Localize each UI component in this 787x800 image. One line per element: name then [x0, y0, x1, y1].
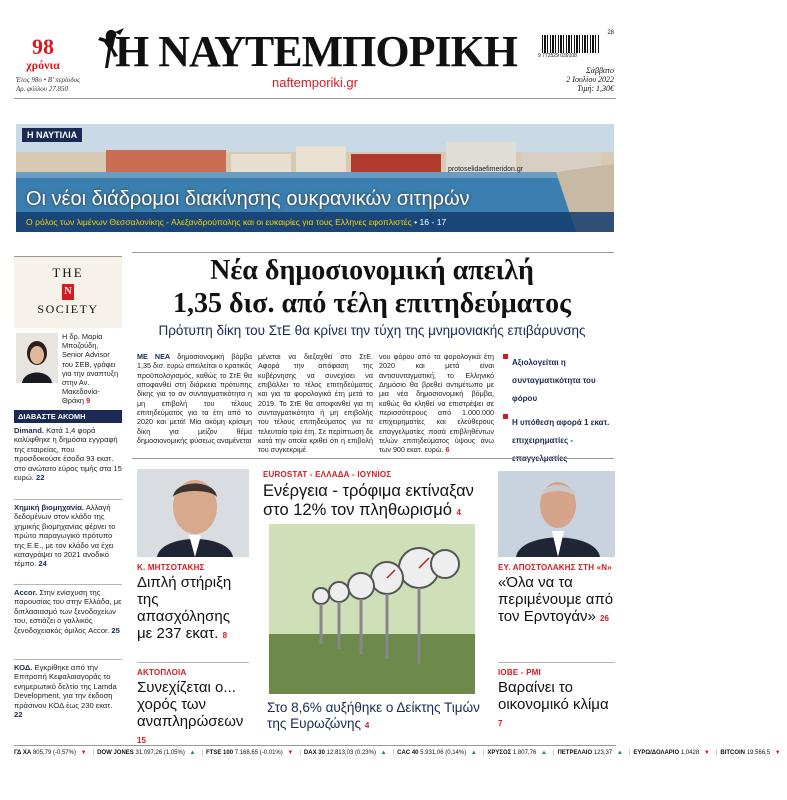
arrow-up-icon: ▲ [539, 750, 547, 756]
society-n-logo-icon: N [62, 284, 74, 300]
divider [498, 662, 615, 663]
mitsotakis-kicker: Κ. ΜΗΤΣΟΤΑΚΗΣ [137, 563, 205, 572]
brief-dimand[interactable] [14, 426, 122, 482]
bullet-text: Αξιολογείται η συνταγματικότητα του φόρου [512, 358, 596, 403]
ticker-separator: | [482, 750, 485, 756]
society-word: SOCIETY [37, 302, 99, 316]
ticker-item [557, 750, 625, 756]
masthead-divider [14, 98, 616, 99]
divider [14, 584, 122, 585]
issue-line-2: Αρ. φύλλου 27.850 [16, 85, 68, 93]
iobe-headline: Βαραίνει το οικονομικό κλίμα [498, 679, 609, 713]
price: Τιμή: 1,30€ [577, 84, 614, 93]
society-text-body: Η δρ. Μαρία Μποζούδη, Senior Advisor του ΣΕΒ, γράφει για την αναπτυξη στην Αν. Μακεδονία-Θράκη [62, 332, 119, 406]
arrow-up-icon: ▲ [469, 750, 477, 756]
inflation-story[interactable] [263, 482, 491, 522]
mitsotakis-story[interactable] [137, 574, 249, 644]
brief-text: Εγκρίθηκε από την Επιτροπή Κεφαλαιαγοράς το ενημερωτικό δελτίο της Lamda Development, για την έκδοση πράσινου ΚΟΔ έως 230 εκατ. [14, 663, 117, 710]
ticker-separator: | [201, 750, 204, 756]
nautilia-logo: Η ΝΑΥΤΙΛΙΑ [22, 128, 82, 142]
age-word: χρόνια [26, 58, 60, 72]
newspaper-title: Η ΝΑΥΤΕΜΠΟΡΙΚΗ [114, 27, 518, 76]
lead-headline-line1[interactable]: Νέα δημοσιονομική απειλή [210, 255, 534, 286]
ticker-item [487, 750, 550, 756]
lead-column-2: μένεται να διεξαχθεί στο ΣτΕ. Αφορά την απόφαση της κυβέρνησης να συνεχίσει να επιβάλλει το τέλος επιτηδεύματος και για τα φορολογικά έτη μετά το 2019. Το ΣτΕ θα αποφανθεί για τη συνταγματικότητα ή μη επιβολής του τέλους επιτηδεύματος για τα τελευταία τρία έτη. Σε περίπτωση δε κατά την οποία κριθεί ότι η επιβολή του συγκεκριμέ [258, 352, 373, 455]
ticker-name: ΓΔ ΧΑ [14, 750, 33, 756]
iobe-story[interactable] [498, 679, 615, 732]
arrow-down-icon: ▼ [78, 750, 87, 756]
apostolakis-photo [498, 471, 615, 557]
ticker-separator: | [552, 750, 555, 756]
apostolakis-story[interactable] [498, 574, 615, 627]
divider [137, 662, 249, 663]
brief-page: 22 [14, 710, 23, 720]
brief-page: 24 [38, 559, 47, 569]
brief-page: 22 [36, 473, 45, 483]
barcode [538, 30, 614, 60]
ticker-name: BITCOIN [720, 750, 747, 756]
mitsotakis-page: 8 [222, 631, 228, 640]
brief-text: Αλλαγή δεδομένων στον κλάδο της χημικής βιομηχανίας φέρνει το πρώτο παραγωγικό πρότυπο της Ε.Ε., με τον κλάδο να έχει καταγράψει το 2021 ανοδικό τέμπο. [14, 503, 116, 569]
brief-accor[interactable] [14, 588, 122, 635]
ticker-separator: | [299, 750, 301, 756]
arrow-up-icon: ▲ [615, 750, 623, 756]
ticker-separator: | [628, 750, 631, 756]
market-ticker [14, 745, 781, 759]
lead-bullet [503, 352, 615, 406]
apostolakis-kicker: ΕΥ. ΑΠΟΣΤΟΛΑΚΗΣ ΣΤΗ «Ν» [498, 563, 612, 572]
society-the: THE [52, 265, 84, 280]
iobe-kicker: ΙΟΒΕ - PMI [498, 668, 541, 677]
ticker-item [97, 750, 198, 756]
ticker-item [304, 750, 390, 756]
ticker-item [633, 750, 712, 756]
lead-divider [132, 252, 614, 253]
inflation-caption-page: 4 [364, 721, 370, 730]
aktoploia-kicker: ΑΚΤΟΠΛΟΙΑ [137, 668, 187, 677]
divider [14, 499, 122, 500]
watermark: protoselidaefimeridon.gr [448, 166, 524, 173]
inflation-headline: Ενέργεια - τρόφιμα εκτίναξαν στο 12% τον πληθωρισμό [263, 482, 474, 519]
ticker-name: ΠΕΤΡΕΛΑΙΟ [557, 750, 594, 756]
issue-date: 2 Ιουλίου 2022 [566, 75, 614, 84]
ticker-name: FTSE 100 [206, 750, 235, 756]
ticker-value: 19.566,5 [746, 750, 771, 756]
lead-subhead: Πρότυπη δίκη του ΣτΕ θα κρίνει την τύχη της μνημονιακής επιβάρυνσης [158, 323, 586, 338]
lead-page: 6 [445, 445, 450, 455]
iobe-page: 7 [498, 719, 503, 728]
ticker-name: DOW JONES [97, 750, 136, 756]
arrow-down-icon: ▼ [773, 750, 781, 756]
ticker-value: 805,79 (-0,57%) [32, 750, 76, 756]
banner-pages: 16 - 17 [419, 217, 447, 227]
ticker-value: 12.813,03 (0,23%) [326, 750, 376, 756]
ticker-name: ΧΡΥΣΟΣ [487, 750, 513, 756]
banner-subline-text: Ο ρόλος των λιμένων Θεσσαλονίκης - Αλεξανδρούπολης και οι ευκαιρίες για τους Ελληνες εφοπλιστές [26, 217, 412, 227]
aktoploia-page: 15 [137, 736, 146, 745]
banner-subline: Ο ρόλος των λιμένων Θεσσαλονίκης - Αλεξανδρούπολης και οι ευκαιρίες για τους Ελληνες εφοπλιστές • 16 - 17 [16, 212, 614, 232]
ticker-name: ΕΥΡΩ/ΔΟΛΑΡΙΟ [633, 750, 681, 756]
ticker-separator: | [92, 750, 95, 756]
date-label: Σάββατο [586, 66, 614, 75]
arrow-down-icon: ▼ [702, 750, 710, 756]
ticker-separator: | [392, 750, 395, 756]
bullet-text: Η υπόθεση αφορά 1 εκατ. επιχειρηματίες - επαγγελματίες [512, 418, 610, 463]
ticker-value: 123,37 [593, 750, 613, 756]
ticker-name: DAX 30 [303, 750, 327, 756]
ticker-item [206, 750, 296, 756]
lead-column-1-text: δημοσιονομική βόμβα 1,35 δισ. ευρώ απειλείται ο κρατικός προϋπολογισμός, καθώς το ΣτΕ θα αποφανθεί στη διάρκεια πρότυπης δίκης για το αν συνταγματικότητα η μη επιβολή του τέλους επιτηδεύματος για τα έτη από το 2020 και μετά! Μία ακόμη κρίσιμη δίκη για μείζον θέμα δημοσιονομικής φύσεως αναμένεται [137, 352, 252, 446]
lead-byline: ΜΕ ΝΕΑ [137, 352, 171, 361]
gauges-photo [269, 524, 475, 694]
ticker-item [720, 750, 783, 756]
banner-headline: Οι νέοι διάδρομοι διακίνησης ουκρανικών σιτηρών [26, 188, 470, 210]
mitsotakis-photo [137, 469, 249, 557]
site-url[interactable]: naftemporiki.gr [272, 75, 358, 90]
arrow-up-icon: ▲ [187, 750, 196, 756]
ticker-separator: | [715, 750, 718, 756]
ticker-value: 1,0428 [680, 750, 700, 756]
brief-chemical[interactable] [14, 503, 122, 569]
ticker-name: CAC 40 [397, 750, 421, 756]
barcode-digits: 9 772529 039108 [538, 53, 577, 59]
inflation-caption[interactable] [267, 700, 495, 734]
apostolakis-headline: «Όλα να τα περιμένουμε από τον Ερντογάν» [498, 574, 614, 625]
brief-page: 25 [111, 625, 120, 635]
aktoploia-headline: Συνεχίζεται ο... χορός των αναπληρώσεων [137, 679, 244, 730]
divider [14, 659, 122, 660]
lead-headline-line2[interactable]: 1,35 δισ. από τέλη επιτηδεύματος [173, 288, 571, 319]
brief-lead: ΚΟΔ. [14, 663, 33, 672]
apostolakis-page: 26 [600, 614, 609, 623]
inflation-caption-text: Στο 8,6% αυξήθηκε ο Δείκτης Τιμών της Ευρωζώνης [267, 700, 480, 731]
ticker-value: 7.168,65 (-0,01%) [234, 750, 283, 756]
aktoploia-story[interactable] [137, 679, 249, 749]
lead-column-3 [379, 352, 494, 455]
ticker-value: 31.097,26 (1,05%) [135, 750, 185, 756]
ticker-value: 5.931,06 (0,14%) [420, 750, 467, 756]
section-divider [132, 458, 614, 459]
society-page: 9 [86, 396, 91, 406]
briefs-title: ΔΙΑΒΑΣΤΕ ΑΚΟΜΗ [14, 410, 122, 423]
brief-lead: Χημική βιομηχανία. [14, 503, 84, 512]
inflation-page: 4 [456, 508, 461, 517]
ticker-item [14, 750, 90, 756]
brief-lead: Dimand. [14, 426, 44, 435]
brief-kod[interactable] [14, 663, 122, 719]
barcode-bars [542, 35, 600, 53]
lead-column-1 [137, 352, 252, 450]
bozoudi-photo [16, 333, 58, 383]
society-text [62, 332, 120, 406]
brief-text: Κατά 1,4 φορά καλύφθηκε η δημόσια εγγραφή της εταιρείας, που προσδοκούσε έσοδα 93 εκατ. στο ανώτατο εύρος τιμής στα 15 ευρώ. [14, 426, 122, 483]
arrow-up-icon: ▲ [378, 750, 387, 756]
arrow-down-icon: ▼ [285, 750, 294, 756]
brief-lead: Accor. [14, 588, 38, 597]
issue-line-1: Έτος 98ο • Β' περίοδος [16, 76, 80, 84]
barcode-top-number: 28 [607, 30, 614, 36]
brief-text: Στην ενίσχυση της παρουσίας του στην Ελλάδα, με διπλασιασμό των ξενοδοχείων του, εστιάζει ο γαλλικός ξενοδοχειακός όμιλος Accor. [14, 588, 122, 635]
ticker-value: 1.807,76 [512, 750, 537, 756]
society-box [14, 256, 122, 328]
mitsotakis-headline: Διπλή στήριξη της απασχόλησης με 237 εκατ. [137, 574, 232, 642]
ticker-item [397, 750, 480, 756]
lead-column-3-text: νου φόρου από τα φορολογικά έτη 2020 και μετά είναι αντισυνταγματική, το Ελληνικό Δημόσιο θα βρεθεί αντιμέτωπο με μια νέα δημοσιονομική βόμβα, καθώς θα κληθεί να επιστρέψει σε περισσότερους από 1.000.000 επιχειρηματίες και ελεύθερους επαγγελματίες ποσά επιβληθέντων τελών επιτηδεύματος ύψους άνω των 900 εκατ. ευρώ. [379, 352, 494, 455]
age-number: 98 [32, 34, 54, 59]
inflation-kicker: EUROSTAT - ΕΛΛΑΔΑ - ΙΟΥΝΙΟΣ [263, 470, 392, 479]
shipping-banner[interactable] [16, 124, 614, 232]
